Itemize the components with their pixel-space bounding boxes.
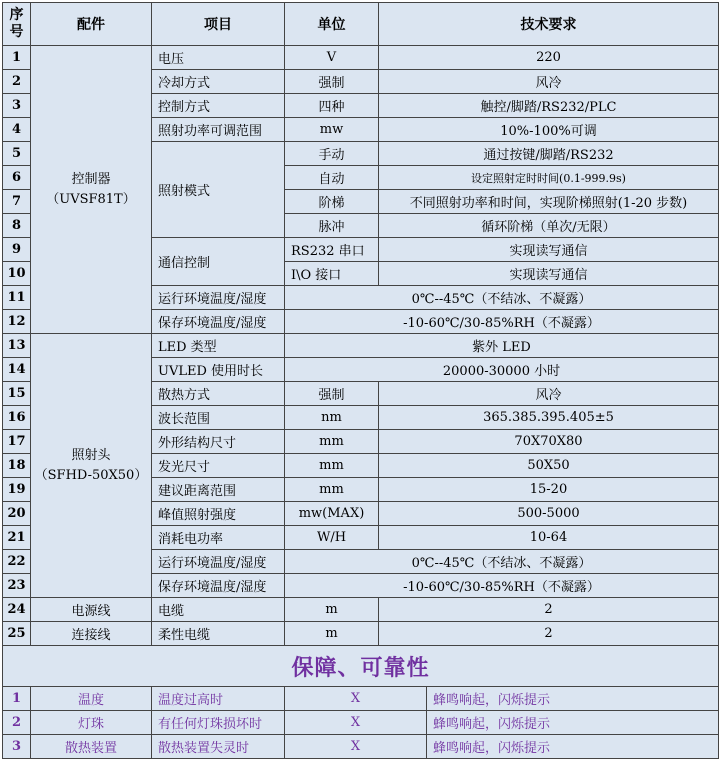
table-row (3, 622, 719, 646)
unit-cell: mw(MAX) (285, 502, 379, 526)
part-cell: 温度 (31, 687, 152, 711)
req-cell: 不同照射功率和时间，实现阶梯照射(1-20 步数) (379, 190, 719, 214)
item-cell: 消耗电功率 (152, 526, 285, 550)
item-irradiation-mode: 照射模式 (152, 142, 285, 238)
row-number: 4 (3, 118, 31, 142)
part-cell: 散热装置 (31, 735, 152, 759)
req-cell: 500-5000 (379, 502, 719, 526)
unit-cell: 手动 (285, 142, 379, 166)
item-cell: 保存环境温度/湿度 (152, 310, 285, 334)
unit-cell: mm (285, 478, 379, 502)
row-number: 9 (3, 238, 31, 262)
row-number: 13 (3, 334, 31, 358)
item-cell: LED 类型 (152, 334, 285, 358)
mark-cell: X (285, 735, 427, 759)
unit-cell: RS232 串口 (285, 238, 379, 262)
controller-model: （UVSF81T） (46, 191, 136, 207)
row-number: 14 (3, 358, 31, 382)
part-head (31, 334, 152, 598)
part-cell: 电源线 (31, 598, 152, 622)
item-cell: 运行环境温度/湿度 (152, 550, 285, 574)
req-cell: 50X50 (379, 454, 719, 478)
header-row (3, 3, 719, 46)
item-cell: 电缆 (152, 598, 285, 622)
action-cell: 蜂鸣响起，闪烁提示 (427, 735, 719, 759)
row-number: 1 (3, 46, 31, 70)
header-seq: 序 号 (3, 3, 31, 46)
header-req: 技术要求 (379, 3, 719, 46)
unit-cell: m (285, 622, 379, 646)
unit-cell: 自动 (285, 166, 379, 190)
guarantee-row (3, 687, 719, 711)
req-cell: 220 (379, 46, 719, 70)
req-cell: -10-60℃/30-85%RH（不凝露） (285, 574, 719, 598)
header-part: 配件 (31, 3, 152, 46)
unit-cell: mw (285, 118, 379, 142)
unit-cell: nm (285, 406, 379, 430)
row-number: 11 (3, 286, 31, 310)
row-number: 19 (3, 478, 31, 502)
guarantee-row (3, 711, 719, 735)
head-name: 照射头 (71, 447, 111, 463)
table-row (3, 46, 719, 70)
row-number: 25 (3, 622, 31, 646)
req-cell: 70X70X80 (379, 430, 719, 454)
row-number: 7 (3, 190, 31, 214)
req-cell: 20000-30000 小时 (285, 358, 719, 382)
unit-cell: mm (285, 454, 379, 478)
item-cell: 散热装置失灵时 (152, 735, 285, 759)
unit-cell: mm (285, 430, 379, 454)
action-cell: 蜂鸣响起，闪烁提示 (427, 687, 719, 711)
row-number: 15 (3, 382, 31, 406)
row-number: 2 (3, 711, 31, 735)
item-cell: 散热方式 (152, 382, 285, 406)
req-cell: 0℃--45℃（不结冰、不凝露） (285, 286, 719, 310)
item-cell: 运行环境温度/湿度 (152, 286, 285, 310)
req-cell: 15-20 (379, 478, 719, 502)
req-cell: 0℃--45℃（不结冰、不凝露） (285, 550, 719, 574)
item-cell: 建议距离范围 (152, 478, 285, 502)
unit-cell: 阶梯 (285, 190, 379, 214)
req-cell: 紫外 LED (285, 334, 719, 358)
row-number: 22 (3, 550, 31, 574)
req-cell: -10-60℃/30-85%RH（不凝露） (285, 310, 719, 334)
req-cell: 触控/脚踏/RS232/PLC (379, 94, 719, 118)
header-unit: 单位 (285, 3, 379, 46)
item-comm-control: 通信控制 (152, 238, 285, 286)
table-row (3, 334, 719, 358)
controller-name: 控制器 (71, 171, 111, 187)
guarantee-title: 保障、可靠性 (3, 646, 719, 687)
req-cell: 设定照射定时时间(0.1-999.9s) (379, 166, 719, 190)
row-number: 17 (3, 430, 31, 454)
req-cell: 10%-100%可调 (379, 118, 719, 142)
mark-cell: X (285, 687, 427, 711)
item-cell: 保存环境温度/湿度 (152, 574, 285, 598)
action-cell: 蜂鸣响起，闪烁提示 (427, 711, 719, 735)
req-cell: 实现读写通信 (379, 262, 719, 286)
row-number: 8 (3, 214, 31, 238)
req-cell: 实现读写通信 (379, 238, 719, 262)
item-cell: 波长范围 (152, 406, 285, 430)
table-row (3, 598, 719, 622)
guarantee-row (3, 735, 719, 759)
row-number: 18 (3, 454, 31, 478)
item-cell: 电压 (152, 46, 285, 70)
item-cell: 柔性电缆 (152, 622, 285, 646)
unit-cell: m (285, 598, 379, 622)
req-cell: 10-64 (379, 526, 719, 550)
guarantee-title-row (3, 646, 719, 687)
row-number: 12 (3, 310, 31, 334)
row-number: 10 (3, 262, 31, 286)
item-cell: UVLED 使用时长 (152, 358, 285, 382)
row-number: 23 (3, 574, 31, 598)
row-number: 20 (3, 502, 31, 526)
req-cell: 365.385.395.405±5 (379, 406, 719, 430)
part-cell: 连接线 (31, 622, 152, 646)
head-model: （SFHD-50X50） (34, 467, 148, 483)
unit-cell: 四种 (285, 94, 379, 118)
unit-cell: W/H (285, 526, 379, 550)
part-cell: 灯珠 (31, 711, 152, 735)
req-cell: 2 (379, 622, 719, 646)
item-cell: 有任何灯珠损坏时 (152, 711, 285, 735)
item-cell: 温度过高时 (152, 687, 285, 711)
req-cell: 循环阶梯（单次/无限） (379, 214, 719, 238)
unit-cell: V (285, 46, 379, 70)
row-number: 5 (3, 142, 31, 166)
unit-cell: I\O 接口 (285, 262, 379, 286)
item-cell: 峰值照射强度 (152, 502, 285, 526)
item-cell: 冷却方式 (152, 70, 285, 94)
row-number: 24 (3, 598, 31, 622)
item-cell: 照射功率可调范围 (152, 118, 285, 142)
unit-cell: 脉冲 (285, 214, 379, 238)
unit-cell: 强制 (285, 382, 379, 406)
row-number: 2 (3, 70, 31, 94)
req-cell: 通过按键/脚踏/RS232 (379, 142, 719, 166)
req-cell: 2 (379, 598, 719, 622)
item-cell: 发光尺寸 (152, 454, 285, 478)
part-controller (31, 46, 152, 334)
item-cell: 控制方式 (152, 94, 285, 118)
unit-cell: 强制 (285, 70, 379, 94)
row-number: 3 (3, 735, 31, 759)
row-number: 6 (3, 166, 31, 190)
spec-table (2, 2, 719, 759)
req-cell: 风冷 (379, 70, 719, 94)
header-item: 项目 (152, 3, 285, 46)
mark-cell: X (285, 711, 427, 735)
req-cell: 风冷 (379, 382, 719, 406)
row-number: 21 (3, 526, 31, 550)
row-number: 3 (3, 94, 31, 118)
row-number: 16 (3, 406, 31, 430)
row-number: 1 (3, 687, 31, 711)
item-cell: 外形结构尺寸 (152, 430, 285, 454)
